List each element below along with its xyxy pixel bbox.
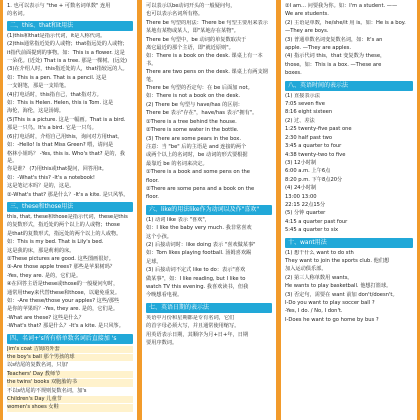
text-line: Children's Day 儿童节 <box>7 396 133 403</box>
text-line: (2)this通常指近处的人或物；that指远处的人或物； <box>7 41 128 48</box>
text-line: -Yes, they are. 是的，它们是。 <box>7 272 82 279</box>
text-line: 用英语表示日期，其顺序为月+日+年，日期 <box>146 331 249 338</box>
text-line: 如：-Are these/those your apples? 这些/那些 <box>7 298 120 304</box>
col2-top-line: 可以表示以be动词开头的一般疑问句， <box>146 3 236 9</box>
text-line: 这是笔记本吗？是的，这是。 <box>7 183 75 190</box>
text-line: 4:38 twenty-two to five <box>285 151 346 158</box>
text-line: (3) 后接动词不定式 like to do：表示"喜欢 <box>146 267 246 274</box>
text-line: (2) 第三人称单数用 wants。 <box>285 274 353 281</box>
text-line: (2) 后接动词时：like doing 表示 "喜欢做某事" <box>146 241 256 248</box>
section-body-like <box>146 217 272 301</box>
text-line: the boy's ball 那个男孩的球 <box>7 354 133 361</box>
text-line: 某地有某物或某人，即"某地存在某物"。 <box>146 28 239 35</box>
text-line: ②These pictures are good. 这些图画很好。 <box>7 255 114 262</box>
text-line: I-Do you want to play soccer ball ? <box>285 300 375 306</box>
section-body-dates <box>146 315 272 349</box>
text-line: 那是一只鸟。It's a bird. 它是一只鸟。 <box>7 125 97 132</box>
text-line: —They are boys. <box>285 28 329 35</box>
col3-top-line: ②I am... 问要我为你。如：I'm a student. —— <box>285 3 398 9</box>
text-line: (3) 否定句，需要在 want 前加 don't/doesn't。 <box>285 291 398 298</box>
text-line: Jim's coat 吉姆的外套 <box>7 346 133 353</box>
text-line: 不以s结尾的不规则复数名词，加's <box>7 387 87 394</box>
section-header-time: 八、英语时间的表示法 <box>285 81 413 91</box>
text-line: 1:25 twenty-five past one <box>285 126 352 133</box>
text-line: 以s结尾的复数名词，只加' <box>7 362 69 369</box>
section-body-plural <box>285 20 413 79</box>
text-line: 一朵花。(近处) That is a tree. 那是一棵树。(远处) <box>7 58 128 65</box>
text-line: 22:15 22点15分 <box>285 201 326 208</box>
text-line: ①There is a book and some pens on the <box>146 169 250 176</box>
text-line: 一支钢笔，那是一支铅笔。 <box>7 83 70 90</box>
text-line: There be 句型中，be 动词的单复数取决于 <box>146 36 247 43</box>
text-line: watch TV this evening. 我喜欢读书，但我 <box>146 284 249 290</box>
text-line: There be 表示"存在"，have/has 表示"拥有"。 <box>146 110 258 117</box>
text-line: ③-Are those apple trees? 那些是苹果树吗？ <box>7 264 115 271</box>
column-1 <box>3 0 137 420</box>
section-header-want: 十、want用法 <box>285 238 413 248</box>
text-line: (1) 想干什么 want to do sth <box>285 249 354 256</box>
text-line: (3) 普通单数名词变复数名词，如：It's an <box>285 36 383 43</box>
section-header-this-that-it: 二、this、that和it用法 <box>7 21 133 31</box>
text-line: There be 句型的否定句：在 be 后面加 not。 <box>146 85 253 92</box>
text-line: 这是我的床，那是莉莉的床。 <box>7 247 75 254</box>
text-line: the twins' books 双胞胎的书 <box>7 379 133 386</box>
text-line: 通常用they来代替these和those，以避免重复。 <box>7 289 121 296</box>
text-line: (3)在介绍人时，this指近处的人，that指较远的人。 <box>7 66 128 73</box>
text-line: ②There are some pens and a book on the <box>146 185 255 192</box>
text-line: 的复数形式，指近处的两个以上的人或物；those <box>7 222 120 229</box>
text-line: I-Does he want to go home by bus ? <box>285 316 379 323</box>
text-line: There are two pens on the desk. 课桌上有两支钢笔。 <box>146 69 268 83</box>
text-line: (4) 指示代词 this，that 变复数为 these， <box>285 53 386 60</box>
text-line: 你是谁？ (7)用this或that提问，回答用it。 <box>7 166 107 173</box>
text-line: boxes. <box>285 70 302 77</box>
text-line: 如：This is my bed. That is Lily's bed. <box>7 239 104 246</box>
col1-top-line: 的名词。 <box>7 11 28 18</box>
text-line: 如：There is not a book on the desk. <box>146 93 241 100</box>
text-line: 或两个以上的名词时，be 动词的形式要根据 <box>146 152 248 159</box>
text-line: 3:45 a quarter to four <box>285 143 342 150</box>
section-body-want <box>285 250 413 326</box>
text-line: 8:16 eight sixteen <box>285 109 333 116</box>
column-2 <box>142 0 276 420</box>
text-line: (4) 24小时制 <box>285 185 317 192</box>
text-line: 如：There is a book on the desk. 课桌上有一本书。 <box>146 53 263 67</box>
section-body-there-be <box>146 20 272 203</box>
text-line: 如：-What's this? -It's a notebook! <box>7 174 95 181</box>
column-3 <box>281 0 417 420</box>
text-line: (5) 分钟 quarter <box>285 210 326 217</box>
section-header-possessive: 四、名词+'s所有格单数名词后直接加 's <box>7 334 133 344</box>
text-line: 海伦，海伦，这是汤姆。 <box>7 108 65 115</box>
text-line: 如：-Hello! Is that Miss Green? 喂，请问是 <box>7 142 114 149</box>
text-line: apple. —They are apples. <box>285 45 352 52</box>
text-line: 要用序数词。 <box>146 340 178 347</box>
text-line: 4:15 a quarter past four <box>285 218 348 225</box>
text-line: 这个小孩。 <box>146 233 172 240</box>
section-header-these-those: 三、these和those用法 <box>7 202 133 212</box>
text-line: 如：I like the baby very much. 我非常喜欢 <box>146 225 252 232</box>
text-line: ②-What's that? 那是什么？-It's a kite. 是只风筝。 <box>7 191 129 198</box>
text-line: -What's that? 那是什么？-It's a kite. 是只风筝。 <box>7 323 124 330</box>
text-line: -Yes, I do. / No, I don't. <box>285 308 343 315</box>
text-line: They want to join the sports club. 他们想 <box>285 257 390 264</box>
text-line: 8:20 p.m. 下午8点20分 <box>285 176 343 183</box>
text-line: -What are these? 这些是什么？ <box>7 314 84 321</box>
text-line: it指代前面提到的事物。如：This is a flower. 这是 <box>7 49 125 56</box>
text-line: 格林小姐吗？ -Yes, this is. Who's that? 是的，我是。 <box>7 150 125 164</box>
text-line: There be 句型的用法：There be 句型主要用来表示 <box>146 19 268 26</box>
text-line: ①There is a tree behind the house. <box>146 118 237 125</box>
text-line: 是你的苹果吗？-Yes, they are. 是的，它们是。 <box>7 306 119 313</box>
text-line: (2) There be 句型与 have/has 的区别： <box>146 101 243 108</box>
text-line: (6)打电话时，介绍自己用this，询问对方用that。 <box>7 133 123 140</box>
text-line: (3) 12小时制 <box>285 159 317 166</box>
text-line: 是that的复数形式，指远处的两个以上的人或物。 <box>7 230 122 237</box>
text-line: Teachers' Day 教师节 <box>7 371 133 378</box>
text-line: ④在回答主语是these或those的一般疑问句时， <box>7 281 119 288</box>
text-line: 如：Tom likes playing football. 汤姆喜欢踢 <box>146 250 252 257</box>
section-header-dates: 七、英语日期的表示法 <box>146 303 272 313</box>
section-body-these-those <box>7 214 133 332</box>
text-line: 足球。 <box>146 258 162 265</box>
col2-top-line: 也可以表示名词所有格。 <box>146 11 204 18</box>
text-line: this, that, these和those是指示代词，these是this <box>7 213 128 220</box>
section-body-possessive <box>7 346 133 413</box>
text-line: 7:05 seven five <box>285 101 325 108</box>
text-line: (1)this和that是指示代词，it是人称代词。 <box>7 32 106 39</box>
text-line: 5:45 a quarter to six <box>285 227 339 234</box>
text-line: those。如：This is a box. —These are <box>285 61 382 68</box>
text-line: 加入运动俱乐部。 <box>285 266 327 273</box>
text-line: 如：This is Helen. Helen, this is Tom. 这是 <box>7 100 114 107</box>
text-line: women's shoes 女鞋 <box>7 404 133 411</box>
text-line: (1) 直接表示法 <box>285 92 320 99</box>
section-header-like: 六、like的用法like作为动词以及作"喜欢" <box>146 205 272 215</box>
text-line: (5)This is a picture. 这是一幅画。That is a bird. <box>7 116 126 123</box>
text-line: 英语中月份和星期都是专有名词，它们 <box>146 314 235 321</box>
text-line: 离它最近的那个主语，即"就近原则"。 <box>146 45 234 52</box>
col1-top-line: 1. 也可以表示与 "the + 可数名词单数" 连用 <box>7 3 111 9</box>
text-line: 13:00 13:00 <box>285 193 317 200</box>
text-line: 今晚想看电视。 <box>146 292 183 299</box>
section-body-this-that-it <box>7 33 133 200</box>
text-line: 做某事"，如：I like reading, but I like to <box>146 275 246 282</box>
section-body-time <box>285 93 413 236</box>
text-line: floor. <box>146 194 159 201</box>
text-line: (3) There are some pears in the box. <box>146 135 242 142</box>
text-line: 最靠近 be 的名词来决定。 <box>146 160 208 167</box>
text-line: (2) 过、差法 <box>285 117 315 124</box>
text-line: 的首字母必须大写，并且通常使用缩写。 <box>146 323 240 330</box>
col3-top-line: We are students. <box>285 11 329 18</box>
text-line: 如：This is a pen. That is a pencil. 这是 <box>7 74 107 81</box>
text-line: 6:00 a.m. 上午6点 <box>285 168 331 175</box>
text-line: (2) 主语是单数，he/she/it 用 is。如：He is a boy. <box>285 19 406 26</box>
text-line: (4)打电话时，this指自己，that指对方。 <box>7 91 102 98</box>
text-line: He wants to play basketball. 他想打篮球。 <box>285 283 392 290</box>
text-line: floor. <box>146 177 159 184</box>
text-line: 2:30 half past two <box>285 134 332 141</box>
text-line: (1) 动词 like 表示 "喜欢"， <box>146 216 210 223</box>
text-line: ②There is some water in the bottle. <box>146 127 239 134</box>
text-line: 注意：当 "be" 后的主语是 and 连接的两个 <box>146 143 247 150</box>
